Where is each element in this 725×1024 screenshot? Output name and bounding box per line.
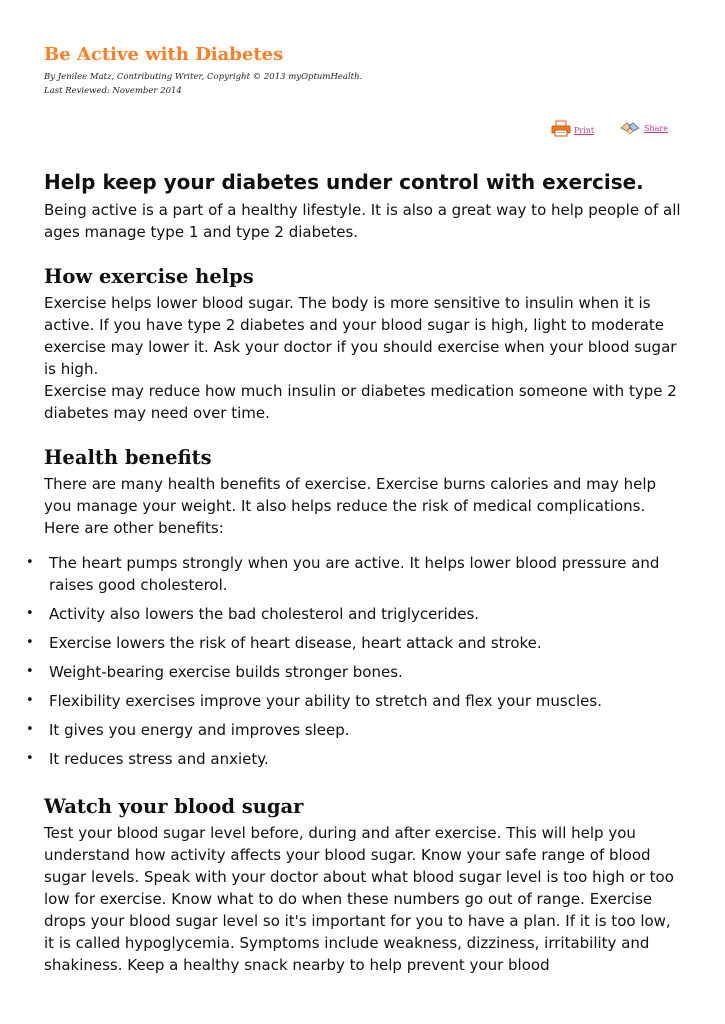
share-label: Share bbox=[644, 124, 668, 133]
list-item: • Activity also lowers the bad cholesterol and triglycerides. bbox=[44, 603, 684, 625]
article-title: Be Active with Diabetes bbox=[44, 44, 284, 65]
last-reviewed: Last Reviewed: November 2014 bbox=[44, 86, 182, 96]
section-heading: How exercise helps bbox=[44, 265, 254, 288]
share-icon bbox=[619, 120, 641, 135]
section-paragraph: Exercise helps lower blood sugar. The body is more sensitive to insulin when it is active. If you have type 2 diabetes and your blood sugar is high, light to moderate exercise may lower it. Ask your doctor if you should exercise when your blood sugar is high. bbox=[44, 294, 677, 378]
intro-heading: Help keep your diabetes under control with exercise. bbox=[44, 170, 644, 194]
print-label: Print bbox=[574, 126, 595, 135]
section-how-exercise-helps bbox=[44, 265, 684, 424]
intro-text: Being active is a part of a healthy lifestyle. It is also a great way to help people of all ages manage type 1 and type 2 diabetes. bbox=[44, 201, 681, 241]
section-health-benefits bbox=[44, 446, 684, 770]
list-item: • Flexibility exercises improve your ability to stretch and flex your muscles. bbox=[44, 690, 684, 712]
list-item: • It reduces stress and anxiety. bbox=[44, 748, 684, 770]
list-item: • The heart pumps strongly when you are active. It helps lower blood pressure and raises good cholesterol. bbox=[44, 552, 684, 596]
print-link[interactable] bbox=[551, 120, 594, 137]
section-heading: Health benefits bbox=[44, 446, 212, 469]
byline: By Jenilee Matz, Contributing Writer, Copyright © 2013 myOptumHealth. bbox=[44, 72, 363, 82]
section-heading: Watch your blood sugar bbox=[44, 795, 304, 818]
share-link[interactable] bbox=[619, 120, 668, 135]
printer-icon bbox=[551, 120, 571, 137]
section-paragraph: Test your blood sugar level before, during and after exercise. This will help you understand how activity affects your blood sugar. Know your safe range of blood sugar levels. Speak with your doctor about what blood sugar level is too high or too low for exercise. Know what to do when these numbers go out of range. Exercise drops your blood sugar level so it's important for you to have a plan. If it is too low, it is called hypoglycemia. Symptoms include weakness, dizziness, irritability and shakiness. Keep a healthy snack nearby to help prevent your blood bbox=[44, 824, 674, 974]
section-paragraph: There are many health benefits of exercise. Exercise burns calories and may help you manage your weight. It also helps reduce the risk of medical complications. Here are other benefits: bbox=[44, 475, 657, 537]
article-meta bbox=[44, 70, 362, 98]
list-item: • Weight-bearing exercise builds stronger bones. bbox=[44, 661, 684, 683]
list-item: • It gives you energy and improves sleep. bbox=[44, 719, 684, 741]
section-watch-blood-sugar bbox=[44, 795, 684, 976]
list-item: • Exercise lowers the risk of heart disease, heart attack and stroke. bbox=[44, 632, 684, 654]
benefits-list bbox=[44, 552, 684, 770]
section-paragraph: Exercise may reduce how much insulin or diabetes medication someone with type 2 diabetes may need over time. bbox=[44, 382, 677, 422]
article-body bbox=[44, 170, 684, 976]
